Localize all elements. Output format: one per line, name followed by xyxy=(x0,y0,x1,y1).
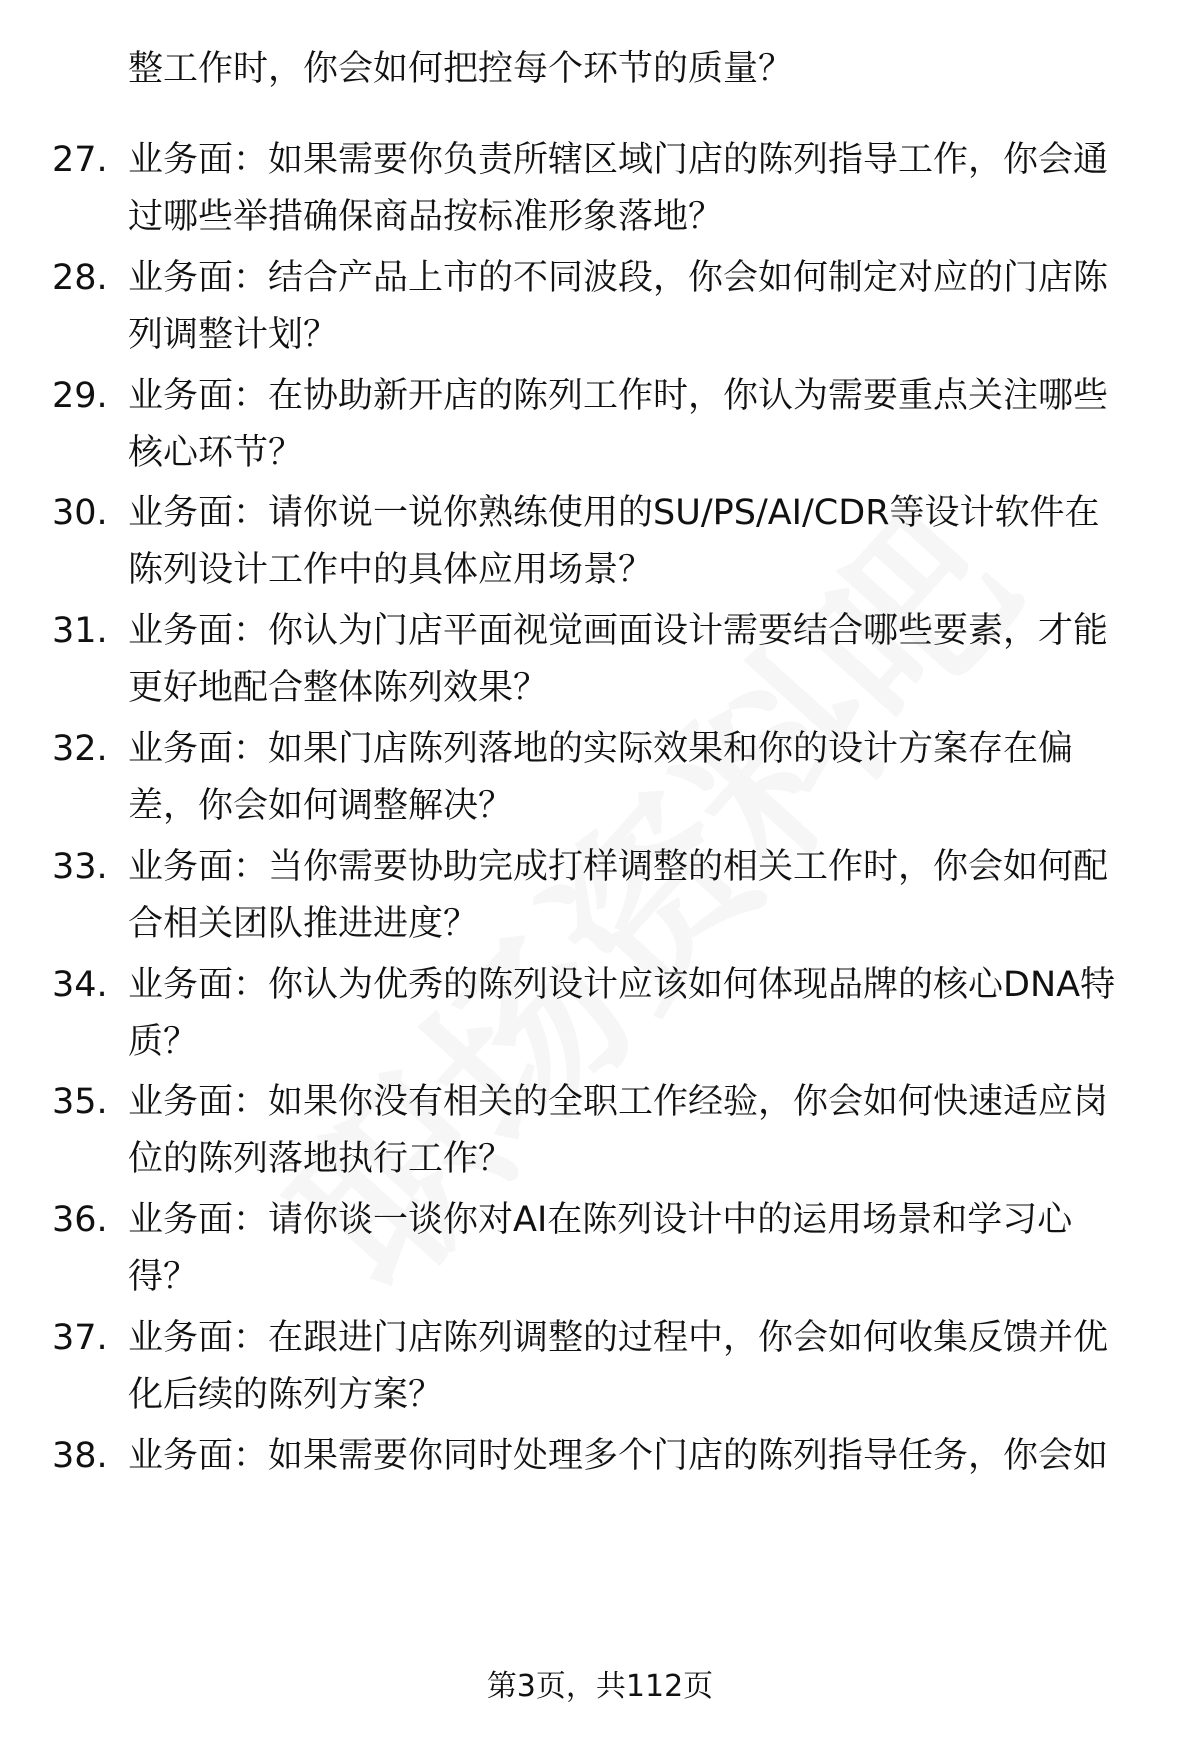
question-number: 33. xyxy=(52,847,108,887)
question-number: 38. xyxy=(52,1436,108,1476)
question-text-line: 业务面：如果需要你负责所辖区域门店的陈列指导工作，你会通 xyxy=(128,140,1109,180)
question-number: 32. xyxy=(52,729,108,769)
question-text-line: 列调整计划？ xyxy=(128,315,339,355)
question-text xyxy=(128,1192,1188,1306)
question-text-line: 业务面：请你说一说你熟练使用的SU/PS/AI/CDR等设计软件在 xyxy=(128,493,1100,533)
question-number: 29. xyxy=(52,376,108,416)
question-text xyxy=(128,368,1188,482)
question-text xyxy=(128,132,1188,246)
question-text-line: 业务面：在跟进门店陈列调整的过程中，你会如何收集反馈并优 xyxy=(128,1318,1109,1358)
question-number: 37. xyxy=(52,1318,108,1358)
question-text-line: 业务面：如果你没有相关的全职工作经验，你会如何快速适应岗 xyxy=(128,1082,1109,1122)
question-text-line: 核心环节？ xyxy=(128,433,304,473)
question-text-line: 业务面：当你需要协助完成打样调整的相关工作时，你会如何配 xyxy=(128,847,1109,887)
question-text-line: 业务面：请你谈一谈你对AI在陈列设计中的运用场景和学习心 xyxy=(128,1200,1073,1240)
question-text xyxy=(128,485,1188,599)
question-number: 27. xyxy=(52,140,108,180)
question-number: 30. xyxy=(52,493,108,533)
question-text-line: 得？ xyxy=(128,1257,199,1297)
question-text xyxy=(128,1428,1188,1485)
question-text-line: 差，你会如何调整解决？ xyxy=(128,786,514,826)
question-number: 36. xyxy=(52,1200,108,1240)
question-number: 35. xyxy=(52,1082,108,1122)
question-number: 31. xyxy=(52,611,108,651)
question-text-line: 过哪些举措确保商品按标准形象落地？ xyxy=(128,197,724,237)
question-text xyxy=(128,957,1188,1071)
question-text xyxy=(128,721,1188,835)
question-text-line: 业务面：在协助新开店的陈列工作时，你认为需要重点关注哪些 xyxy=(128,376,1109,416)
question-number: 28. xyxy=(52,258,108,298)
question-text-line: 合相关团队推进进度？ xyxy=(128,904,479,944)
question-text-line: 陈列设计工作中的具体应用场景？ xyxy=(128,550,654,590)
question-text-line: 化后续的陈列方案？ xyxy=(128,1375,444,1415)
question-text-line: 质？ xyxy=(128,1022,199,1062)
question-text-line: 业务面：如果需要你同时处理多个门店的陈列指导任务，你会如 xyxy=(128,1436,1109,1476)
question-text xyxy=(128,1074,1188,1188)
question-text xyxy=(128,1310,1188,1424)
continuation-line: 整工作时，你会如何把控每个环节的质量？ xyxy=(128,49,794,89)
page-footer: 第3页，共112页 xyxy=(486,1669,714,1704)
question-text-line: 业务面：结合产品上市的不同波段，你会如何制定对应的门店陈 xyxy=(128,258,1109,298)
question-text-line: 业务面：你认为门店平面视觉画面设计需要结合哪些要素，才能 xyxy=(128,611,1109,651)
question-text xyxy=(128,250,1188,364)
question-text-line: 位的陈列落地执行工作？ xyxy=(128,1139,514,1179)
question-text-line: 业务面：你认为优秀的陈列设计应该如何体现品牌的核心DNA特 xyxy=(128,965,1116,1005)
question-text-line: 更好地配合整体陈列效果？ xyxy=(128,668,549,708)
question-number: 34. xyxy=(52,965,108,1005)
question-text xyxy=(128,839,1188,953)
question-text xyxy=(128,603,1188,717)
question-text-line: 业务面：如果门店陈列落地的实际效果和你的设计方案存在偏 xyxy=(128,729,1074,769)
